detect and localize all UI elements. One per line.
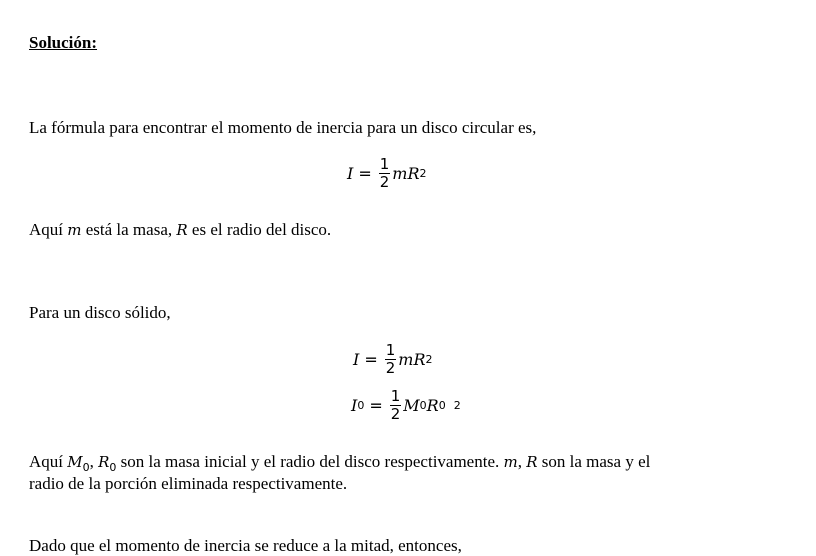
solution-heading: Solución: [29,33,98,52]
formula-inertia-disc [347,156,427,191]
variables-paragraph-line2: radio de la porción eliminada respectivamente. [29,474,348,493]
formula-solid-disc: I = $\frac{1}{2}$ mR 2 [353,341,433,377]
var-m: m [67,221,82,239]
fraction-one-half: $\frac{1}{2}$ [385,341,396,377]
exponent: 2 [419,167,427,180]
var-mR: mR [392,164,420,183]
formula-initial-disc: I 0 = $\frac{1}{2}$ M 0 R 0 2 [351,387,461,423]
fraction-one-half: $\frac{1}{2}$ [390,387,401,423]
conclusion-paragraph: Dado que el momento de inercia se reduce a la mitad, entonces, [29,536,462,555]
intro-paragraph: La fórmula para encontrar el momento de inercia para un disco circular es, [29,118,537,137]
var-R: R [176,221,188,239]
numerator: 1 [379,155,390,173]
fraction-one-half [379,156,391,191]
var-I: I [347,164,354,183]
equals-sign: = [358,164,372,183]
variables-paragraph: Aquí $M_0$, $R_0$ son la masa inicial y el radio del disco respectivamente. m, R son la masa y el [29,452,651,474]
denominator: 2 [379,173,390,191]
definition-paragraph: Aquí m está la masa, R es el radio del disco. [29,220,332,239]
solid-disc-paragraph: Para un disco sólido, [29,303,171,322]
